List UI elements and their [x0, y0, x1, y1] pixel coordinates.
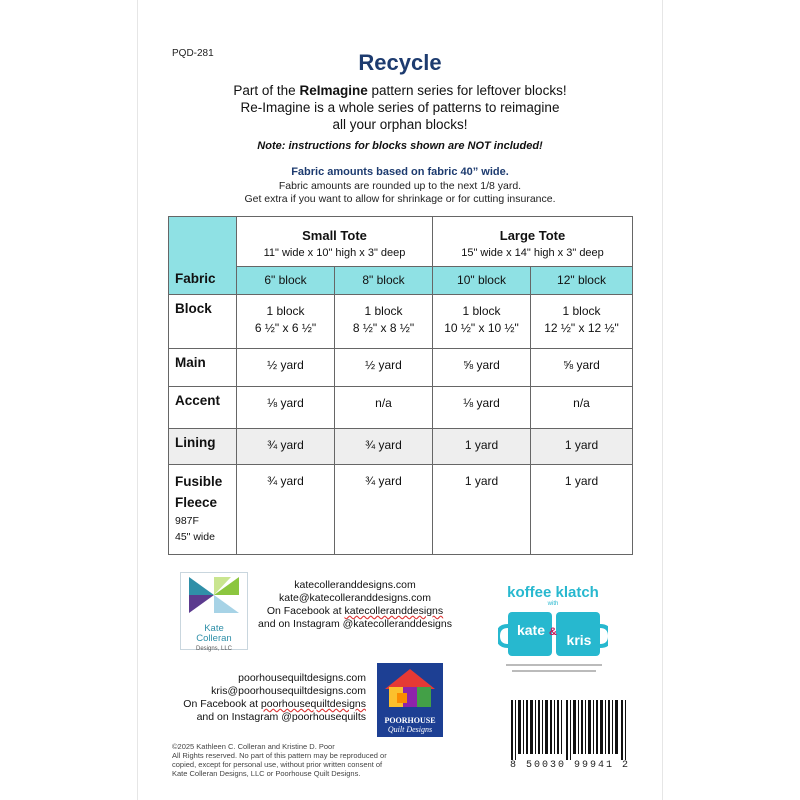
lining-cell: 1 yard: [531, 429, 633, 465]
kate-logo-line3: Designs, LLC: [195, 646, 233, 652]
small-tote-title: Small Tote: [302, 228, 367, 243]
large-tote-header: [433, 217, 633, 267]
large-tote-size: 15" wide x 14" high x 3" deep: [461, 247, 604, 259]
row-label-lining: Lining: [169, 429, 237, 465]
koffee-kate: kate: [516, 622, 546, 638]
block-size-10: 10" block: [433, 267, 531, 295]
koffee-with: with: [547, 601, 559, 607]
kate-logo-line2: Colleran: [196, 633, 232, 644]
main-cell: ⅝ yard: [433, 349, 531, 387]
copyright-line: Kate Colleran Designs, LLC or Poorhouse Quilt Designs.: [172, 769, 361, 778]
block-cell-6: 1 block 6 ½" x 6 ½": [237, 295, 335, 349]
block-size-8: 8" block: [335, 267, 433, 295]
block-cell-8: 1 block 8 ½" x 8 ½": [335, 295, 433, 349]
fabric-note-1: Fabric amounts are rounded up to the next 1/8 yard.: [278, 180, 522, 192]
page-title: Recycle: [358, 50, 442, 75]
fabric-notes: [0, 180, 800, 206]
lining-cell: 1 yard: [433, 429, 531, 465]
fusible-cell: ¾ yard: [237, 465, 335, 555]
accent-cell: n/a: [335, 387, 433, 429]
barcode: [509, 700, 629, 760]
poorhouse-email-link[interactable]: kris@poorhousequiltdesigns.com: [211, 685, 366, 697]
block-cell-12: 1 block 12 ½" x 12 ½": [531, 295, 633, 349]
koffee-klatch-logo: [498, 582, 608, 682]
small-tote-header: [237, 217, 433, 267]
fleece-width: 45" wide: [175, 531, 215, 543]
intro-pre: Part of the: [233, 83, 300, 98]
poorhouse-website-link[interactable]: poorhousequiltdesigns.com: [238, 672, 366, 684]
poorhouse-facebook[interactable]: On Facebook at poorhousequiltdesigns: [183, 698, 366, 710]
barcode-number: 8 50030 99941 2: [509, 760, 630, 771]
accent-cell: ⅛ yard: [433, 387, 531, 429]
block-size-6: 6" block: [237, 267, 335, 295]
block-size-12: 12" block: [531, 267, 633, 295]
row-label-block: Block: [169, 295, 237, 349]
koffee-amp: &: [549, 626, 557, 638]
kate-website-link[interactable]: katecolleranddesigns.com: [294, 579, 416, 591]
table-row: [169, 387, 633, 429]
poorhouse-contact: [176, 672, 366, 724]
accent-cell: n/a: [531, 387, 633, 429]
pinwheel-icon: [181, 573, 247, 619]
fabric-note-2: Get extra if you want to allow for shrinkage or for cutting insurance.: [244, 193, 556, 205]
intro-post: pattern series for leftover blocks!: [367, 83, 567, 98]
lining-cell: ¾ yard: [237, 429, 335, 465]
main-cell: ½ yard: [335, 349, 433, 387]
poorhouse-logo-line2: Quilt Designs: [387, 725, 433, 734]
fleece-product: 987F: [175, 515, 199, 527]
row-label-main: Main: [169, 349, 237, 387]
poorhouse-logo-line1: POORHOUSE: [384, 716, 436, 725]
table-row: [169, 295, 633, 349]
koffee-kris: kris: [566, 632, 592, 648]
intro-line-3: all your orphan blocks!: [332, 117, 468, 132]
kate-instagram[interactable]: and on Instagram @katecolleranddesigns: [258, 618, 452, 630]
fusible-cell: ¾ yard: [335, 465, 433, 555]
copyright-line: ©2025 Kathleen C. Colleran and Kristine D. Poor: [172, 742, 335, 751]
large-tote-title: Large Tote: [499, 228, 566, 243]
lining-cell: ¾ yard: [335, 429, 433, 465]
kate-colleran-logo: [180, 572, 248, 650]
pattern-code: PQD-281: [172, 48, 214, 59]
accent-cell: ⅛ yard: [237, 387, 335, 429]
fusible-cell: 1 yard: [531, 465, 633, 555]
main-cell: ½ yard: [237, 349, 335, 387]
koffee-klatch-title: koffee klatch: [507, 584, 599, 601]
series-name: ReImagine: [299, 83, 368, 98]
poorhouse-instagram[interactable]: and on Instagram @poorhousequilts: [196, 711, 366, 723]
copyright-notice: [172, 742, 482, 778]
blocks-note: Note: instructions for blocks shown are NOT included!: [257, 140, 543, 152]
house-quilt-icon: [377, 663, 443, 711]
fusible-cell: 1 yard: [433, 465, 531, 555]
kate-contact: [250, 579, 460, 631]
row-label-accent: Accent: [169, 387, 237, 429]
small-tote-size: 11" wide x 10" high x 3" deep: [263, 247, 406, 259]
table-corner: [169, 217, 237, 295]
fabric-column-header: Fabric: [175, 271, 216, 286]
intro-line-2: Re-Imagine is a whole series of patterns to reimagine: [240, 100, 560, 115]
table-row: [169, 349, 633, 387]
intro-text: [0, 82, 800, 133]
kate-email-link[interactable]: kate@katecolleranddesigns.com: [279, 592, 431, 604]
copyright-line: copied, except for personal use, without prior written consent of: [172, 760, 383, 769]
table-row: [169, 429, 633, 465]
row-label-fusible: Fusible Fleece 987F 45" wide: [169, 465, 237, 555]
block-cell-10: 1 block 10 ½" x 10 ½": [433, 295, 531, 349]
main-cell: ⅝ yard: [531, 349, 633, 387]
table-row: [169, 465, 633, 555]
copyright-line: All Rights reserved. No part of this pattern may be reproduced or: [172, 751, 387, 760]
poorhouse-logo: [377, 663, 443, 737]
kate-facebook[interactable]: On Facebook at katecolleranddesigns: [266, 605, 444, 617]
fabric-heading: Fabric amounts based on fabric 40” wide.: [291, 166, 509, 178]
fabric-requirements-table: [168, 216, 633, 555]
kate-logo-line1: Kate: [204, 623, 224, 634]
